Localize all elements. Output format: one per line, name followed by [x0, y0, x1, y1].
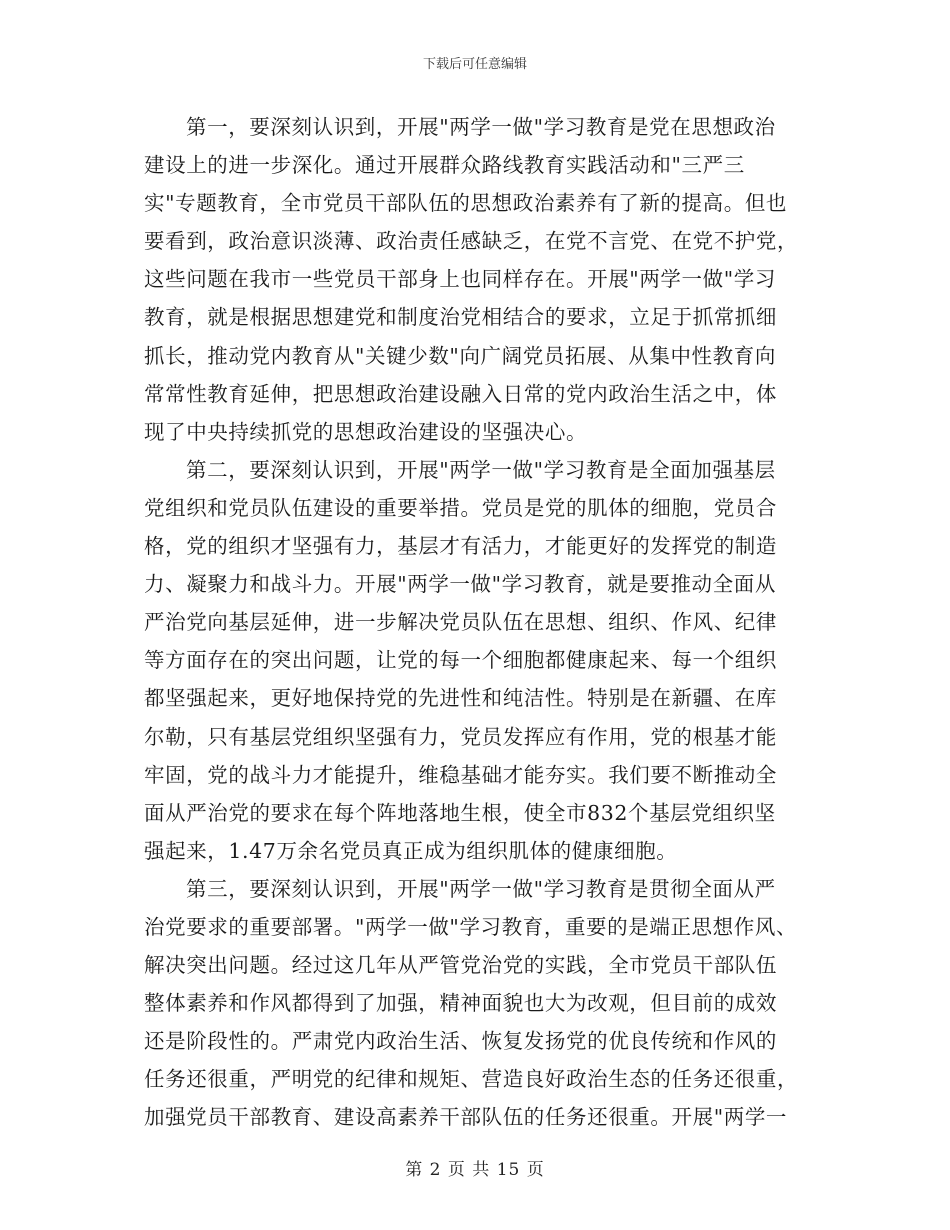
paragraph-1-line-7: 抓长，推动党内教育从"关键少数"向广阔党员拓展、从集中性教育向 — [144, 343, 776, 368]
page-number-footer: 第 2 页 共 15 页 — [405, 1160, 545, 1180]
page-header: 下载后可任意编辑 — [422, 57, 527, 72]
paragraph-1-line-4: 要看到，政治意识淡薄、政治责任感缺乏，在党不言党、在党不护党， — [144, 229, 799, 254]
paragraph-1-line-8: 常常性教育延伸，把思想政治建设融入日常的党内政治生活之中，体 — [144, 381, 777, 406]
paragraph-2-line-7: 都坚强起来，更好地保持党的先进性和纯洁性。特别是在新疆、在库 — [144, 686, 777, 711]
paragraph-3-line-3: 解决突出问题。经过这几年从严管党治党的实践，全市党员干部队伍 — [144, 953, 777, 978]
paragraph-1-line-3: 实"专题教育，全市党员干部队伍的思想政治素养有了新的提高。但也 — [144, 191, 788, 216]
paragraph-3-line-2: 治党要求的重要部署。"两学一做"学习教育，重要的是端正思想作风、 — [144, 914, 798, 939]
paragraph-3-line-6: 任务还很重，严明党的纪律和规矩、营造良好政治生态的任务还很重， — [144, 1067, 799, 1092]
paragraph-2-line-1: 第二，要深刻认识到，开展"两学一做"学习教育是全面加强基层 — [186, 457, 776, 482]
paragraph-3-line-1: 第三，要深刻认识到，开展"两学一做"学习教育是贯彻全面从严 — [186, 876, 776, 901]
paragraph-3-line-5: 还是阶段性的。严肃党内政治生活、恢复发扬党的优良传统和作风的 — [144, 1029, 777, 1054]
paragraph-2-line-3: 格，党的组织才坚强有力，基层才有活力，才能更好的发挥党的制造 — [144, 534, 777, 559]
paragraph-3-line-7: 加强党员干部教育、建设高素养干部队伍的任务还很重。开展"两学一 — [144, 1105, 788, 1130]
paragraph-1-line-1: 第一，要深刻认识到，开展"两学一做"学习教育是党在思想政治 — [186, 115, 776, 139]
paragraph-1-line-2: 建设上的进一步深化。通过开展群众路线教育实践活动和"三严三 — [144, 153, 745, 178]
paragraph-1-line-5: 这些问题在我市一些党员干部身上也同样存在。开展"两学一做"学习 — [144, 267, 776, 292]
paragraph-1-line-9: 现了中央持续抓党的思想政治建设的坚强决心。 — [144, 419, 588, 444]
paragraph-3-line-4: 整体素养和作风都得到了加强，精神面貌也大为改观，但目前的成效 — [144, 991, 777, 1016]
paragraph-2-line-2: 党组织和党员队伍建设的重要举措。党员是党的肌体的细胞，党员合 — [144, 495, 777, 520]
paragraph-2-line-8: 尔勒，只有基层党组织坚强有力，党员发挥应有作用，党的根基才能 — [144, 724, 777, 749]
paragraph-2-line-9: 牢固，党的战斗力才能提升，维稳基础才能夯实。我们要不断推动全 — [144, 762, 777, 787]
paragraph-1-line-6: 教育，就是根据思想建党和制度治党相结合的要求，立足于抓常抓细 — [144, 305, 777, 330]
paragraph-2-line-6: 等方面存在的突出问题，让党的每一个细胞都健康起来、每一个组织 — [144, 648, 777, 673]
paragraph-2-line-10: 面从严治党的要求在每个阵地落地生根，使全市832个基层党组织坚 — [144, 800, 776, 825]
document-body — [144, 108, 804, 1137]
paragraph-2-line-11: 强起来，1.47万余名党员真正成为组织肌体的健康细胞。 — [144, 838, 678, 863]
paragraph-2-line-5: 严治党向基层延伸，进一步解决党员队伍在思想、组织、作风、纪律 — [144, 610, 777, 635]
paragraph-2-line-4: 力、凝聚力和战斗力。开展"两学一做"学习教育，就是要推动全面从 — [144, 572, 776, 597]
